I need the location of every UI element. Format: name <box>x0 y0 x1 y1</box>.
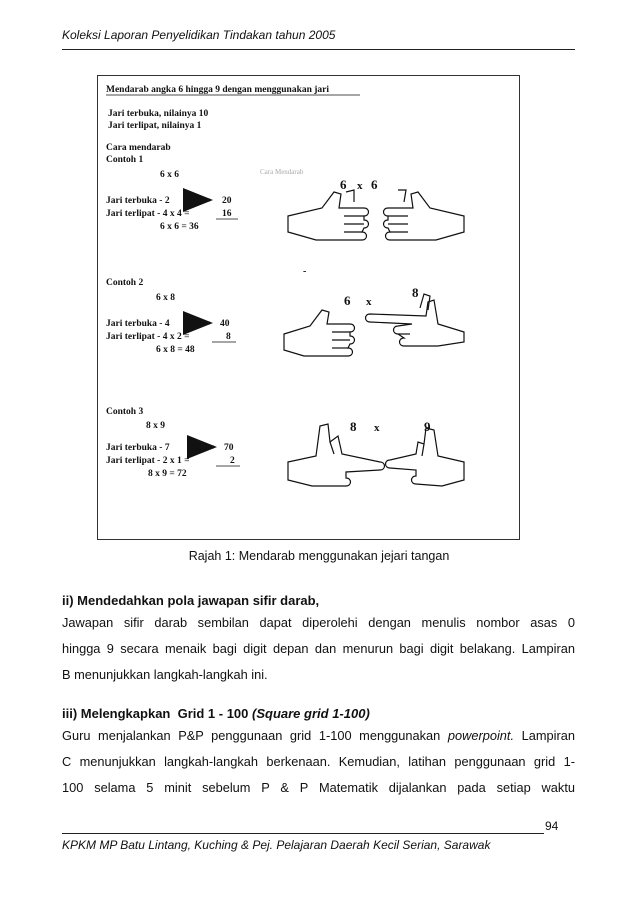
open-fingers-line: Jari terbuka - 4 <box>106 319 170 329</box>
hand-label-op: x <box>357 180 363 192</box>
hand-label-op: x <box>366 296 372 308</box>
product-line: 6 x 6 = 36 <box>160 222 199 232</box>
svg-text:-: - <box>303 266 307 277</box>
example-label: Contoh 1 <box>106 155 144 165</box>
example-problem: 6 x 8 <box>156 293 175 303</box>
paragraph-line <box>62 723 575 749</box>
example-3 <box>106 407 464 486</box>
right-hand-drawing <box>384 190 465 240</box>
figure-title: Mendarab angka 6 hingga 9 dengan menggunakan jari <box>106 85 330 95</box>
finger-multiplication-figure <box>97 75 520 540</box>
running-header: Koleksi Laporan Penyelidikan Tindakan tahun 2005 <box>62 28 336 42</box>
line1-end: Lampiran <box>514 728 575 743</box>
hand-label-left: 6 <box>344 293 351 308</box>
section-iii-heading <box>62 706 370 721</box>
open-fingers-line: Jari terbuka - 7 <box>106 443 170 453</box>
paragraph-line: hingga 9 secara menaik bagi digit depan dan menurun bagi digit belakang. Lampiran <box>62 641 575 656</box>
faint-note: Cara Mendarab <box>260 168 304 176</box>
closed-fingers-line: Jari terlipat - 2 x 1 = <box>106 456 190 466</box>
closed-fingers-line: Jari terlipat - 4 x 4 = <box>106 209 190 219</box>
section-iii-heading-italic: (Square grid 1-100) <box>252 706 370 721</box>
left-hand-drawing <box>288 424 385 486</box>
open-fingers-line: Jari terbuka - 2 <box>106 196 170 206</box>
line1-start: Guru menjalankan P&P penggunaan grid 1-100 menggunakan <box>62 728 448 743</box>
left-hand-drawing <box>284 310 355 356</box>
closed-result: 8 <box>226 332 231 342</box>
hand-label-right: 9 <box>424 419 431 434</box>
hand-label-left: 8 <box>350 419 357 434</box>
method-label: Cara mendarab <box>106 143 171 153</box>
powerpoint-term: powerpoint. <box>447 728 515 743</box>
closed-fingers-line: Jari terlipat - 4 x 2 = <box>106 332 190 342</box>
hand-label-right: 6 <box>371 177 378 192</box>
paragraph-line: Jawapan sifir darab sembilan dapat diperolehi dengan menulis nombor asas 0 <box>62 615 575 630</box>
closed-result: 16 <box>222 209 232 219</box>
right-hand-drawing <box>366 294 465 346</box>
example-label: Contoh 2 <box>106 278 144 288</box>
open-result: 40 <box>220 319 230 329</box>
paragraph-line: 100 selama 5 minit sebelum P & P Matematik dijalankan pada setiap waktu <box>62 780 575 795</box>
rule-closed-fingers: Jari terlipat, nilainya 1 <box>108 121 202 131</box>
example-problem: 8 x 9 <box>146 421 165 431</box>
footer-rule <box>62 833 544 834</box>
example-2 <box>106 278 464 356</box>
running-footer: KPKM MP Batu Lintang, Kuching & Pej. Pelajaran Daerah Kecil Serian, Sarawak <box>62 838 491 852</box>
section-ii-heading: ii) Mendedahkan pola jawapan sifir darab, <box>62 593 320 608</box>
open-result: 20 <box>222 196 232 206</box>
example-label: Contoh 3 <box>106 407 144 417</box>
section-iii-paragraph <box>62 723 575 801</box>
product-line: 8 x 9 = 72 <box>148 469 187 479</box>
page-number: 94 <box>545 819 559 833</box>
right-hand-drawing <box>386 428 465 486</box>
hand-label-op: x <box>374 422 380 434</box>
example-problem: 6 x 6 <box>160 170 179 180</box>
section-ii-paragraph <box>62 610 575 688</box>
hand-label-right: 8 <box>412 285 419 300</box>
open-result: 70 <box>224 443 234 453</box>
figure-caption: Rajah 1: Mendarab menggunakan jejari tangan <box>188 549 450 563</box>
paragraph-line: C menunjukkan langkah-langkah berkenaan. Kemudian, latihan penggunaan grid 1- <box>62 754 575 769</box>
hand-label-left: 6 <box>340 177 347 192</box>
product-line: 6 x 8 = 48 <box>156 345 195 355</box>
section-iii-heading-text: iii) Melengkapkan Grid 1 - 100 <box>62 706 253 721</box>
rule-open-fingers: Jari terbuka, nilainya 10 <box>108 109 209 119</box>
left-hand-drawing <box>288 190 369 240</box>
header-rule <box>62 49 575 50</box>
paragraph-line: B menunjukkan langkah-langkah ini. <box>62 667 268 682</box>
closed-result: 2 <box>230 456 235 466</box>
